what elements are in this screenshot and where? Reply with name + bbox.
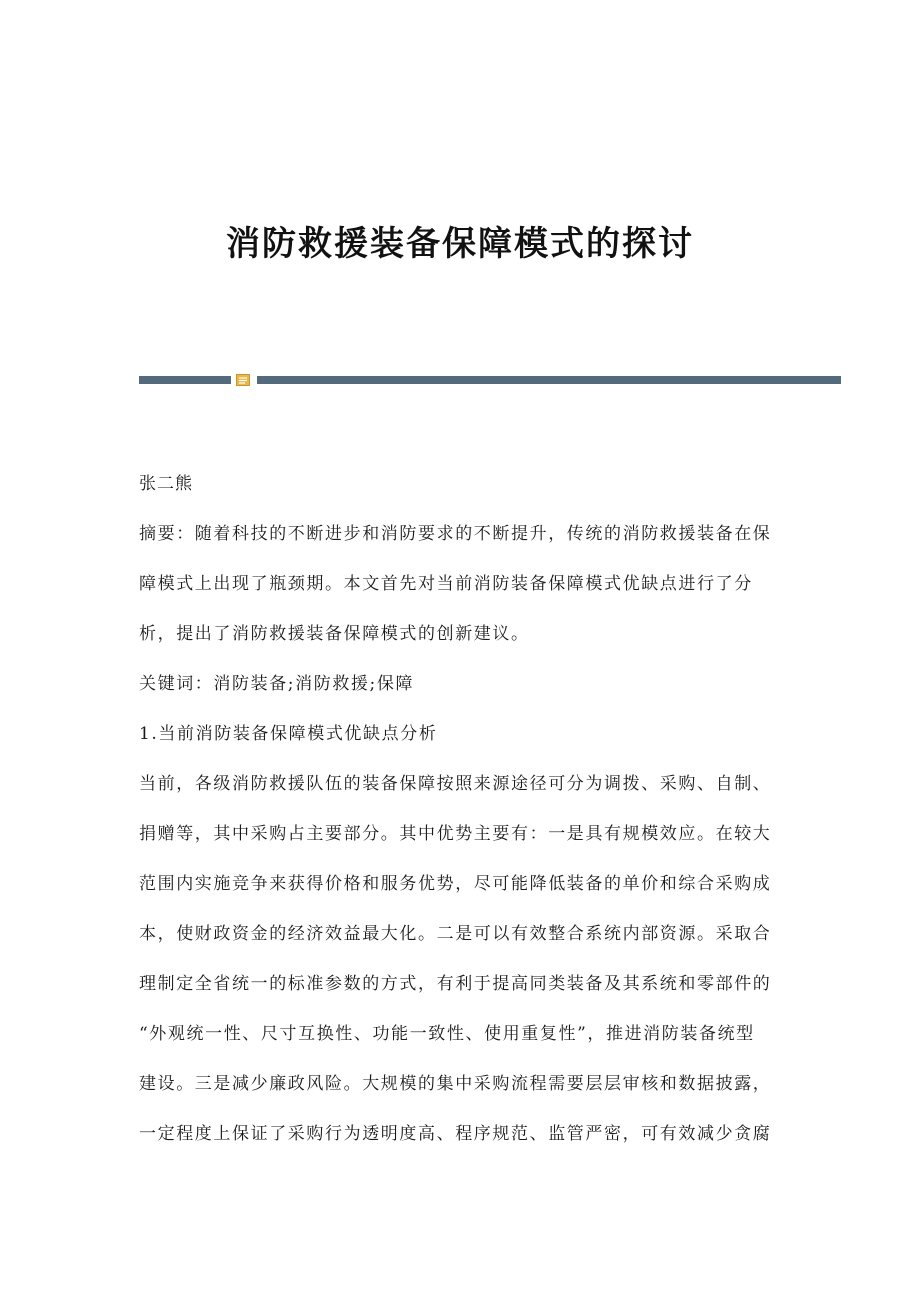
- body-line: 范围内实施竞争来获得价格和服务优势，尽可能降低装备的单价和综合采购成: [139, 874, 772, 894]
- document-title: 消防救援装备保障模式的探讨: [226, 224, 694, 264]
- document-body: [139, 470, 771, 1149]
- body-line: 当前，各级消防救援队伍的装备保障按照来源途径可分为调拨、采购、自制、: [139, 774, 772, 794]
- abstract-line: 析，提出了消防救援装备保障模式的创新建议。: [139, 624, 530, 644]
- keywords: 关键词：消防装备;消防救援;保障: [139, 674, 415, 694]
- body-line: 理制定全省统一的标准参数的方式，有利于提高同类装备及其系统和零部件的: [139, 974, 772, 994]
- abstract-line: 障模式上出现了瓶颈期。本文首先对当前消防装备保障模式优缺点进行了分: [139, 574, 753, 594]
- abstract-line: 摘要：随着科技的不断进步和消防要求的不断提升，传统的消防救援装备在保: [139, 524, 772, 544]
- body-line: “外观统一性、尺寸互换性、功能一致性、使用重复性”，推进消防装备统型: [139, 1024, 755, 1044]
- abstract: [139, 520, 771, 649]
- document-ornament-icon: [236, 374, 250, 386]
- body-line: 一定程度上保证了采购行为透明度高、程序规范、监管严密，可有效减少贪腐: [139, 1124, 772, 1144]
- body-line: 建设。三是减少廉政风险。大规模的集中采购流程需要层层审核和数据披露，: [139, 1074, 772, 1094]
- body-line: 捐赠等，其中采购占主要部分。其中优势主要有：一是具有规模效应。在较大: [139, 824, 772, 844]
- section-heading: 1.当前消防装备保障模式优缺点分析: [139, 724, 438, 744]
- body-line: 本，使财政资金的经济效益最大化。二是可以有效整合系统内部资源。采取合: [139, 924, 772, 944]
- divider-bar-right: [257, 376, 841, 384]
- divider-bar-left: [139, 376, 231, 384]
- body-paragraph: [139, 770, 771, 1149]
- title-divider: [139, 374, 841, 386]
- author-name: 张二熊: [139, 474, 193, 494]
